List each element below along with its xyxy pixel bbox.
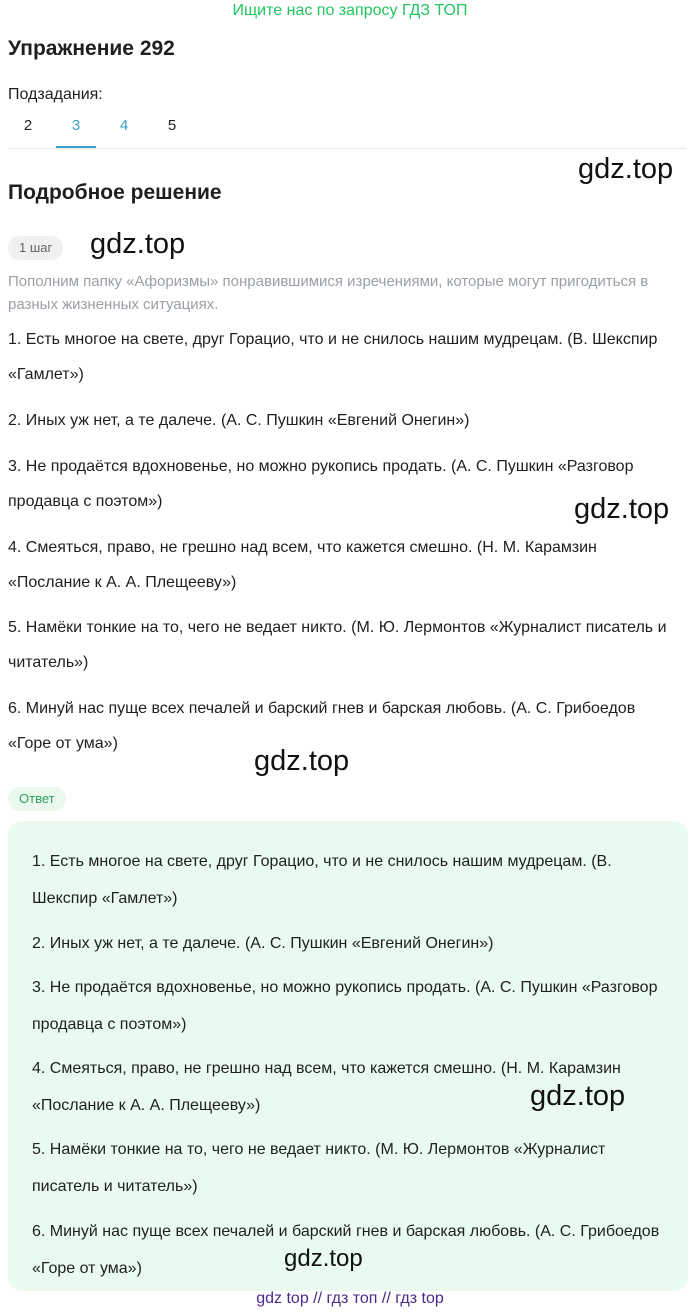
answer-item: 5. Намёки тонкие на то, чего не ведает никто. (М. Ю. Лермонтов «Журналист писатель и читатель») [32,1141,606,1195]
tab-subtask-3[interactable]: 3 [56,110,96,148]
solution-item: 6. Минуй нас пуще всех печалей и барский гнев и барская любовь. (А. С. Грибоедов «Горе от ума») [8,700,636,752]
answer-item: 1. Есть многое на свете, друг Горацио, что и не снилось нашим мудрецам. (В. Шекспир «Гамлет») [32,853,612,907]
page-title: Упражнение 292 [8,37,175,60]
footer-links [0,1290,700,1308]
section-title: Подробное решение [8,181,222,204]
subtasks-label: Подзадания: [8,86,103,103]
watermark: gdz.top [284,1245,363,1272]
solution-item: 3. Не продаётся вдохновенье, но можно рукопись продать. (А. С. Пушкин «Разговор продавца с поэтом») [8,458,634,510]
watermark: gdz.top [574,493,670,525]
answer-item: 3. Не продаётся вдохновенье, но можно рукопись продать. (А. С. Пушкин «Разговор продавца с поэтом») [32,979,658,1033]
intro-text: Пополним папку «Афоризмы» понравившимися изречениями, которые могут пригодиться в разных жизненных ситуациях. [8,273,649,313]
answer-item: 4. Смеяться, право, не грешно над всем, что кажется смешно. (Н. М. Карамзин «Послание к А. А. Плещееву») [32,1060,621,1114]
footer-link[interactable]: гдз top [395,1290,444,1307]
watermark: gdz.top [90,228,186,260]
watermark: gdz.top [578,153,674,185]
solution-item: 4. Смеяться, право, не грешно над всем, что кажется смешно. (Н. М. Карамзин «Послание к А. А. Плещееву») [8,539,597,591]
tab-subtask-2[interactable]: 2 [23,117,33,134]
answer-badge: Ответ [8,787,66,811]
footer-link[interactable]: gdz top [256,1290,309,1307]
watermark: gdz.top [530,1080,626,1112]
answer-item: 2. Иных уж нет, а те далече. (А. С. Пушкин «Евгений Онегин») [32,935,494,952]
footer-separator: // [313,1290,323,1307]
watermark: gdz.top [254,745,350,777]
step-badge: 1 шаг [8,236,63,260]
subtask-tabs [8,110,686,149]
solution-item: 2. Иных уж нет, а те далече. (А. С. Пушкин «Евгений Онегин») [8,412,470,429]
footer-link[interactable]: гдз топ [326,1290,378,1307]
solution-item: 1. Есть многое на свете, друг Горацио, что и не снилось нашим мудрецам. (В. Шекспир «Гамлет») [8,331,658,383]
solution-item: 5. Намёки тонкие на то, чего не ведает никто. (М. Ю. Лермонтов «Журналист писатель и читатель») [8,619,667,671]
footer-separator: // [381,1290,391,1307]
answer-item: 6. Минуй нас пуще всех печалей и барский гнев и барская любовь. (А. С. Грибоедов «Горе от ума») [32,1223,660,1277]
tab-subtask-5[interactable]: 5 [167,117,177,134]
search-hint-banner: Ищите нас по запросу ГДЗ ТОП [232,2,468,19]
tab-subtask-4[interactable]: 4 [119,117,129,134]
